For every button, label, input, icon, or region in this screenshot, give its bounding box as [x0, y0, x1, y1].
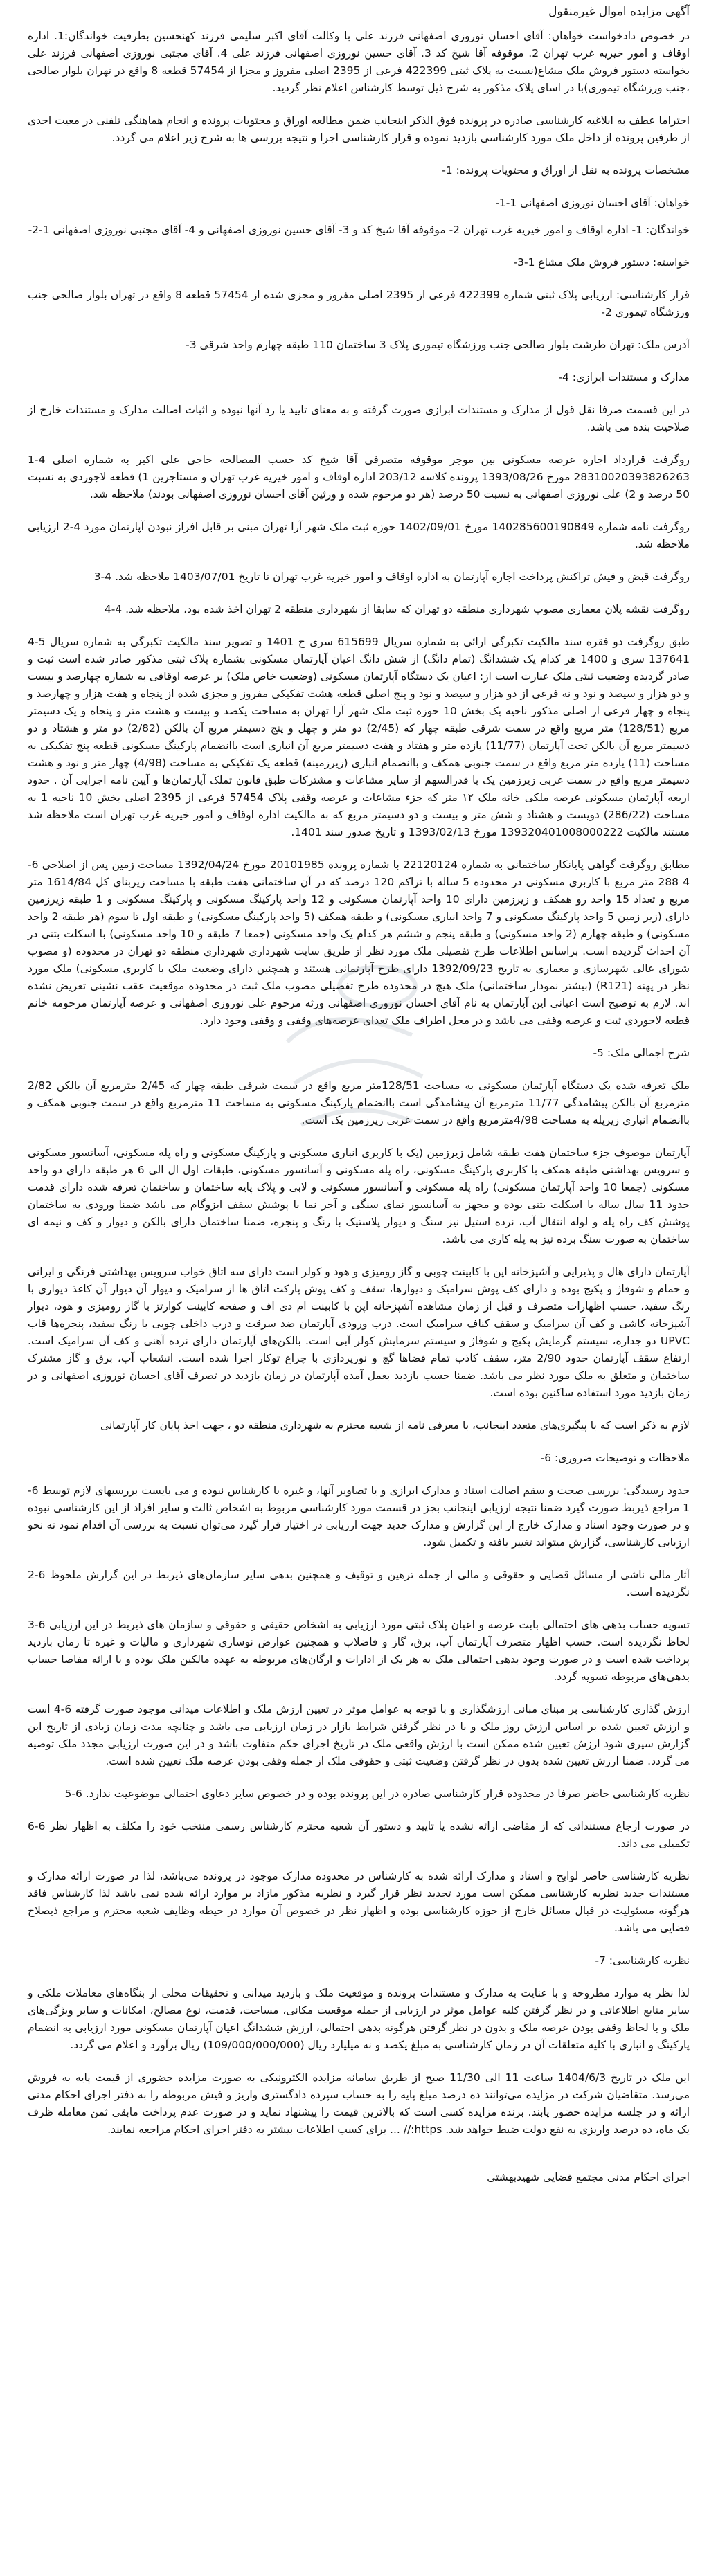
- section-4-heading: مدارک و مستندات ابرازی: 4-: [558, 371, 690, 384]
- issuing-authority: اجرای احکام مدنی مجتمع قضایی شهیدبهشتی: [487, 2171, 690, 2183]
- section-5-1: ملک تعرفه شده یک دستگاه آپارتمان مسکونی به مساحت 128/51متر مربع واقع در سمت شرقی طبقه چهار که 2/45 مترمربع آن بالکن 2/82 مترمربع آن بالکن پیشامدگی 11/77 مترمربع آن پیشامدگی است باانضمام پارکینگ مسکونی به مساحت 11 مترمربع واقع در سمت جنوبی همکف و باانضمام انباری زیرپله به مساحت 4/98مترمربع واقع در سمت غربی زیرزمین یک است.: [28, 1079, 690, 1126]
- section-1-4: قرار کارشناسی: ارزیابی پلاک ثبتی شماره 422399 فرعی از 2395 اصلی مفروز و مجزی شده از 57454 قطعه 8 واقع در تهران بلوار صالحی جنب ورزشگاه تیموری 2-: [28, 289, 690, 318]
- section-7-2: این ملک در تاریخ 1404/6/3 ساعت 11 الی 11/30 صبح از طریق سامانه مزایده الکترونیکی به صورت مزایده حضوری از قیمت پایه به فروش می‌رسد. متقاضیان شرکت در مزایده می‌توانند ده درصد مبلغ پایه را به حساب سپرده دادگستری واریز و فیش مربوطه را به دفتر اجرای احکام مدنی ارائه و در جلسه مزایده حضور یابند. برنده مزایده کسی است که بالاترین قیمت را پیشنهاد نماید و در صورت عدم پرداخت مابقی ثمن معامله ظرف یک ماه، ده درصد واریزی به نفع دولت ضبط خواهد شد. https:// ... برای کسب اطلاعات بیشتر به دفتر اجرای احکام مراجعه نمایند.: [28, 2071, 690, 2136]
- section-1-heading: مشخصات پرونده به نقل از اوراق و محتویات پرونده: 1-: [442, 164, 690, 177]
- section-6-2: آثار مالی ناشی از مسائل قضایی و حقوقی و مالی از جمله ترهین و توقیف و همچنین بدهی سایر سازمان‌های ذیربط در این گزارش ملحوظ 6-2 نگردیده است.: [28, 1569, 690, 1598]
- section-6-1: حدود رسیدگی: بررسی صحت و سقم اصالت اسناد و مدارک ابرازی و یا تصاویر آنها، و غیره با کارشناس نبوده و می بایست بررسیهای لازم توسط 6-1 مراجع ذیربط صورت گیرد ضمنا نتیجه ارزیابی اینجانب بجز در قسمت مورد کارشناسی مربوط به اشخاص ثالث و سایر افراد از این کارشناسی نبوده و در صورت وجود اسناد و مدارک خارج از این گزارش و مدارک جدید جهت ارزیابی در اختیار قرار گیرد می‌توان نسبت به بررسی آن اقدام نمود نه نحو ارزیابی کارشناسی، گزارش میتواند تغییر یافته و تکمیل شود.: [28, 1484, 690, 1549]
- section-6-7: نظریه کارشناسی حاضر لوایح و اسناد و مدارک ارائه شده به کارشناس در محدوده مدارک موجود در پرونده می‌باشد، لذا در صورت ارائه مدارک و مستندات جدید نظریه کارشناسی ممکن است مورد تجدید نظر قرار گیرد و نظریه مذکور مازاد بر موارد ارائه شده نمی باشد لذا کارشناس فاقد هرگونه مسئولیت در قبال مسائل خارج از حوزه کارشناسی بوده و اظهار نظر در خصوص آن موارد در حیطه وظایف شعبه محترم و مراجع ذیصلاح قضایی می باشد.: [28, 1870, 690, 1934]
- section-5-heading: شرح اجمالی ملک: 5-: [593, 1047, 690, 1059]
- section-5-3: آپارتمان دارای هال و پذیرایی و آشپزخانه اپن با کابینت چوبی و گاز رومیزی و هود و کولر است دارای سه اتاق خواب سرویس بهداشتی فرنگی و ایرانی و حمام و شوفاژ و پکیج بوده و دارای کف پوش سرامیک و دیوارها، سقف و کف پوش پارکت اتاق ها از سرامیک و دیوار آن دیوار آن کاغذ دیواری با رنگ سفید، حسب اظهارات متصرف و قبل از زمان مشاهده آشپزخانه اپن با کابینت ام دی اف و صفحه کابینت کوارتز با گاز رومیزی و هود، دیوار آشپزخانه کاشی و کف آن سرامیک و سقف کناف سرامیک است. درب ورودی آپارتمان ضد سرقت و درب داخلی چوبی با رنگ سفید، پنجره‌ها قاب UPVC دو جداره، سیستم گرمایش پکیج و شوفاژ و سیستم سرمایش کولر آبی است. بالکن‌های آپارتمان دارای نرده آهنی و کف آن سرامیک است. ارتفاع سقف آپارتمان حدود 2/90 متر، سقف کاذب تمام فضاها گچ و نورپردازی با چراغ توکار اجرا شده است. انشعاب آب، برق و گاز مشترک ساختمان و متعلق به ملک مورد نظر می باشد. ضمنا حسب بازدید بعمل آمده آپارتمان در زمان بازدید در تصرف آقای احسان نوروزی اصفهانی و در زمان بازدید مورد استفاده ساکنین بوده است.: [28, 1266, 690, 1399]
- section-7-1: لذا نظر به موارد مطروحه و با عنایت به مدارک و مستندات پرونده و موقعیت ملک و بازدید میدانی و تحقیقات محلی از بنگاه‌های معاملات ملکی و سایر منابع اطلاعاتی و در نظر گرفتن کلیه عوامل موثر در ارزیابی از جمله موقعیت مکانی، مساحت، قدمت، نوع مصالح، امکانات و سایر ویژگی‌های ملک و با لحاظ وقفی بودن عرصه ملک و بدون در نظر گرفتن هرگونه بدهی احتمالی، ارزش ششدانگ اعیان آپارتمان مسکونی مورد ارزیابی به انضمام پارکینگ و انباری با کلیه متعلقات آن در زمان کارشناسی به مبلغ یکصد و نه میلیارد ریال (109/000/000/000) ریال برآورد و اعلام می گردد.: [28, 1987, 690, 2051]
- section-1-3: خواسته: دستور فروش ملک مشاع 1-3-: [513, 256, 690, 269]
- section-1-2: خواندگان: 1- اداره اوقاف و امور خیریه غرب تهران 2- موقوفه آقا شیخ کد و 3- آقای حسین نوروزی اصفهانی و 4- آقای مجتبی نوروزی اصفهانی 1-2-: [28, 224, 690, 236]
- section-6-6: در صورت ارجاع مستنداتی که از مقاضی ارائه نشده یا تایید و دستور آن شعبه محترم کارشناس رسمی منتخب خود را مکلف به اظهار نظر 6-6 تکمیلی می داند.: [28, 1820, 690, 1850]
- section-4-4: روگرفت نقشه پلان معماری مصوب شهرداری منطقه دو تهران که سابقا از شهرداری منطقه 2 تهران اخذ شده بود، ملاحظه شد. 4-4: [104, 603, 690, 615]
- section-4-3: روگرفت قبض و فیش تراکنش پرداخت اجاره آپارتمان به اداره اوقاف و امور خیریه غرب تهران تا تاریخ 1403/07/01 ملاحظه شد. 4-3: [93, 570, 690, 583]
- section-1-1: خواهان: آقای احسان نوروزی اصفهانی 1-1-: [495, 197, 690, 209]
- section-4-5: طبق روگرفت دو فقره سند مالکیت تکبرگی ارائی به شماره سریال 615699 سری ج 1401 و تصویر سند مالکیت تکبرگی به شماره سریال 5-4 137641 سری و 1400 هر کدام یک ششدانگ (تمام دانگ) از شش دانگ اعیان آپارتمان مسکونی بشماره پلاک ثبتی مذکور صادر شده است ثبت و صادر گردیده وضعیت ثبتی ملک عبارت است از: اعیان یک دستگاه آپارتمان مسکونی (وضعیت خاص ملک) بر عرصه اوقافی به شماره چهارصد و بیست و دو هزار و سیصد و نود و نه فرعی از دو هزار و سیصد و نود و پنج اصلی قطعه هشت تفکیکی مفروز و مجزی شده از پنجاه و هفت هزار و چهارصد و پنجاه و چهار فرعی از اصلی مذکور ناحیه یک بخش 10 حوزه ثبت ملک شهر آرا تهران به مساحت یکصد و بیست و هشت متر و پنجاه و یک دسیمتر مربع (128/51) متر مربع واقع در سمت شرقی طبقه چهار که (2/45) دو متر و چهل و پنج دسیمتر مربع آن بالکن (2/82) دو متر و هشتاد و دو دسیمتر مربع آن بالکن تحت آپارتمان (11/77) یازده متر و هفتاد و هفت دسیمتر مربع آن انباری است باانضمام پارکینگ مسکونی قطعه پنج تفکیکی به مساحت (11) یازده متر مربع واقع در سمت جنوبی همکف و باانضمام انباری (زیرزمینه) قطعه یک تفکیکی به مساحت (4/98) چهار متر و نود و هشت دسیمتر مربع واقع در سمت غربی زیرزمین یک با قدرالسهم از سایر مشاعات و مشترکات طبق قانون تملک آپارتمان‌ها و آیین نامه اجرایی آن . حدود اربعه آپارتمان مسکونی عرصه ملکی خانه ملک ۱۲ متر که جزء مشاعات و عرصه وقفی پلاک 57454 فرعی از 2395 اصلی بخش 10 ناحیه 1 به مساحت (286/22) دویست و هشتاد و شش متر و بیست و دو دسیمتر مربع که به مالکیت اداره اوقاف و امور خیریه غرب تهران است ملاحظه شد مستند مالکیت 139320401008000222 مورخ 1393/02/13 و تاریخ صدور سند 1401.: [28, 636, 690, 838]
- intro-paragraph: در خصوص دادخواست خواهان: آقای احسان نوروزی اصفهانی فرزند علی با وکالت آقای اکبر سلیمی فرزند کهنحسین بطرفیت خواندگان:1. اداره اوقاف و امور خیریه غرب تهران 2. موقوفه آقا شیخ کد 3. آقای حسین نوروزی اصفهانی فرزند علی 4. آقای مجتبی نوروزی اصفهانی فرزند علی بخواسته دستور فروش ملک مشاع(نسبت به پلاک ثبتی 422399 فرعی از 2395 اصلی مفروز و مجزا از 57454 قطعه 8 واقع در تهران بلوار صالحی ،جنب ورزشگاه تیموری)با در اسای پلاک مذکور به شرح ذیل توسط کارشناس اعلام نظر گردید.: [28, 30, 690, 94]
- section-4-1: روگرفت قرارداد اجاره عرصه مسکونی بین موجر موقوفه متصرفی آقا شیخ کد حسب المصالحه حاجی علی اکبر به شماره اصلی 4-1 28310020393826263 مورخ 1393/08/26 پرونده کلاسه 203/12 اداره اوقاف و امور خیریه غرب تهران و مستاجرین 1) قطعه لاجوردی به نسبت 50 درصد و 2) علی نوروزی اصفهانی به نسبت 50 درصد (هر دو مرحوم شده و ورثین آقای احسان نوروزی اصفهانی بودند) ملاحظه شد.: [28, 453, 690, 501]
- section-3-address: آدرس ملک: تهران طرشت بلوار صالحی جنب ورزشگاه تیموری پلاک 3 ساختمان 110 طبقه چهارم واحد شرقی 3-: [186, 339, 690, 351]
- section-5-4: لازم به ذکر است که با پیگیری‌های متعدد اینجانب، با معرفی نامه از شعبه محترم به شهرداری منطقه دو ، جهت اخذ پایان کار آپارتمانی: [100, 1419, 690, 1432]
- document-title: آگهی مزایده اموال غیرمنقول: [548, 5, 690, 19]
- section-7-heading: نظریه کارشناسی: 7-: [595, 1954, 690, 1967]
- section-6-3: تسویه حساب بدهی های احتمالی بابت عرصه و اعیان پلاک ثبتی مورد ارزیابی به اشخاص حقیقی و حقوقی و سازمان های ذیربط در این ارزیابی 6-3 لحاظ نگردیده است. حسب اظهار متصرف آپارتمان آب، برق، گاز و فاضلاب و همچنین عوارض نوسازی شهرداری و مالیات و غیره تا زمان بازدید پرداخت شده است و در صورت وجود بدهی احتمالی ملک به هر یک از ادارات و ارگان‌های مربوطه به عهده مالکین ملک بوده و با ارائه مفاصا حساب بدهی‌های مربوطه تسویه گردد.: [28, 1619, 690, 1683]
- intro-paragraph-2: احتراما عطف به ابلاغیه کارشناسی صادره در پرونده فوق الذکر اینجانب ضمن مطالعه اوراق و محتویات پرونده و انجام هماهنگی تلفنی در معیت احدی از طرفین پرونده از داخل ملک مورد کارشناسی بازدید نموده و قرار کارشناسی اجرا و نتیجه بررسی ها به شرح زیر اعلام می گردد.: [28, 114, 690, 144]
- section-6-5: نظریه کارشناسی حاضر صرفا در محدوده قرار کارشناسی صادره در این پرونده بوده و در خصوص سایر دعاوی احتمالی موضوعیت ندارد. 6-5: [64, 1787, 690, 1800]
- section-4-intro: در این قسمت صرفا نقل قول از مدارک و مستندات ابرازی صورت گرفته و به معنای تایید یا رد آنها نبوده و اثبات اصالت مدارک و مستندات خارج از صلاحیت بنده می باشد.: [28, 404, 690, 433]
- section-4-6: مطابق روگرفت گواهی پایانکار ساختمانی به شماره 22120124 با شماره پرونده 20101985 مورخ 1392/04/24 مساحت زمین پس از اصلاحی 6-4 288 متر مربع با کاربری مسکونی در محدوده 5 ساله با تراکم 120 درصد که در آن ساختمانی هفت طبقه با مساحت زیربنای کل 1614/84 متر مربع و تعداد 15 واحد رو همکف و زیرزمین دارای 10 واحد آپارتمان مسکونی و 12 واحد پارکینگ مسکونی و پارکینگ مسکونی و 1 طبقه زیرزمین دارای (زیر زمین 5 واحد پارکینگ مسکونی و 7 واحد انباری مسکونی) و طبقه همکف (5 واحد پارکینگ مسکونی) و طبقه اول تا سوم (هر طبقه 2 واحد مسکونی) و طبقه چهارم (2 واحد مسکونی) و طبقه پنجم و ششم هر کدام یک واحد مسکونی (جمعا 7 طبقه و 10 واحد مسکونی) با اسکلت بتنی در آن احداث گردیده است. براساس اطلاعات طرح تفصیلی ملک مورد نظر از طریق سایت شهرداری شهرداری منطقه دو تهران در محدوده (و مصوب شورای عالی شهرسازی و معماری به تاریخ 1392/09/23 دارای طرح آپارتمانی هستند و همچنین دارای وضعیت ملک با کاربری مسکونی) ملک مورد نظر در پهنه (R121) (بیشتر نمودار ساختمانی) ملک هیچ در محدوده طرح تفصیلی مصوب ملک ثبت در محدوده موقعیت عقب نشینی تعریض نشده اند. لازم به توضیح است اعیانی این آپارتمان به نام آقای احسان نوروزی اصفهانی ورثه مرحوم علی نوروزی اصفهانی و عرصه آپارتمان مرحومه خانم قطعه لاجوردی ثبت و عرصه وقفی می باشد و در محل اطراف ملک تعدای عرصه‌های وقفی و وقفی وجود دارد.: [28, 858, 690, 1027]
- section-4-2: روگرفت نامه شماره 140285600190849 مورخ 1402/09/01 حوزه ثبت ملک شهر آرا تهران مبنی بر قابل افراز نبودن آپارتمان مورد 4-2 ارزیابی ملاحظه شد.: [28, 521, 690, 550]
- section-5-2: آپارتمان موصوف جزء ساختمان هفت طبقه شامل زیرزمین (یک با کاربری انباری مسکونی و پارکینگ مسکونی و راه پله مسکونی، آسانسور مسکونی و سرویس بهداشتی طبقه همکف با کاربری پارکینگ مسکونی، راه پله مسکونی و آسانسور مسکونی، طبقات اول ال الی 6 هر طبقه دارای دو واحد مسکونی (جمعا 10 واحد آپارتمان مسکونی) راه پله مسکونی و آسانسور مسکونی و لابی و پلاک پایه ساختمان و ساختمان تعرفه شده دارای قدمت حدود 11 سال ساله با اسکلت بتنی بوده و مجهز به آسانسور نمای سنگی و آجر نما با پوشش سقف ایزوگام می باشد ضمنا ورودی به ساختمان پوشش کف راه پله و لوله انتقال آب، نرده استیل نیز سنگ و دیوار پلاستیک با رنگ و پنجره، ضمنا ساختمان دارای بالکن و دیوار و کف و نیمه ای ساختمان به صورت سنگ برده نیز به پله کاری می باشد.: [28, 1146, 690, 1245]
- section-6-heading: ملاحظات و توضیحات ضروری: 6-: [540, 1452, 690, 1464]
- section-6-4: ارزش گذاری کارشناسی بر مبنای مبانی ارزشگذاری و با توجه به عوامل موثر در تعیین ارزش ملک و اطلاعات میدانی موجود صورت گرفته 6-4 است و ارزش تعیین شده بر اساس ارزش روز ملک و با در نظر گرفتن شرایط بازار در زمان ارزیابی می باشد و چنانچه مدت زمان زیادی از تاریخ این گزارش سپری شود ارزش تعیین شده ممکن است با ارزش واقعی ملک در تاریخ اجرای حکم متفاوت باشد و در این صورت ارزیابی مجدد ملک توصیه می گردد. ضمنا ارزش تعیین شده بدون در نظر گرفتن وضعیت ثبتی و حقوقی ملک از جمله وقفی بودن عرصه ملک تعیین شده است.: [28, 1703, 690, 1767]
